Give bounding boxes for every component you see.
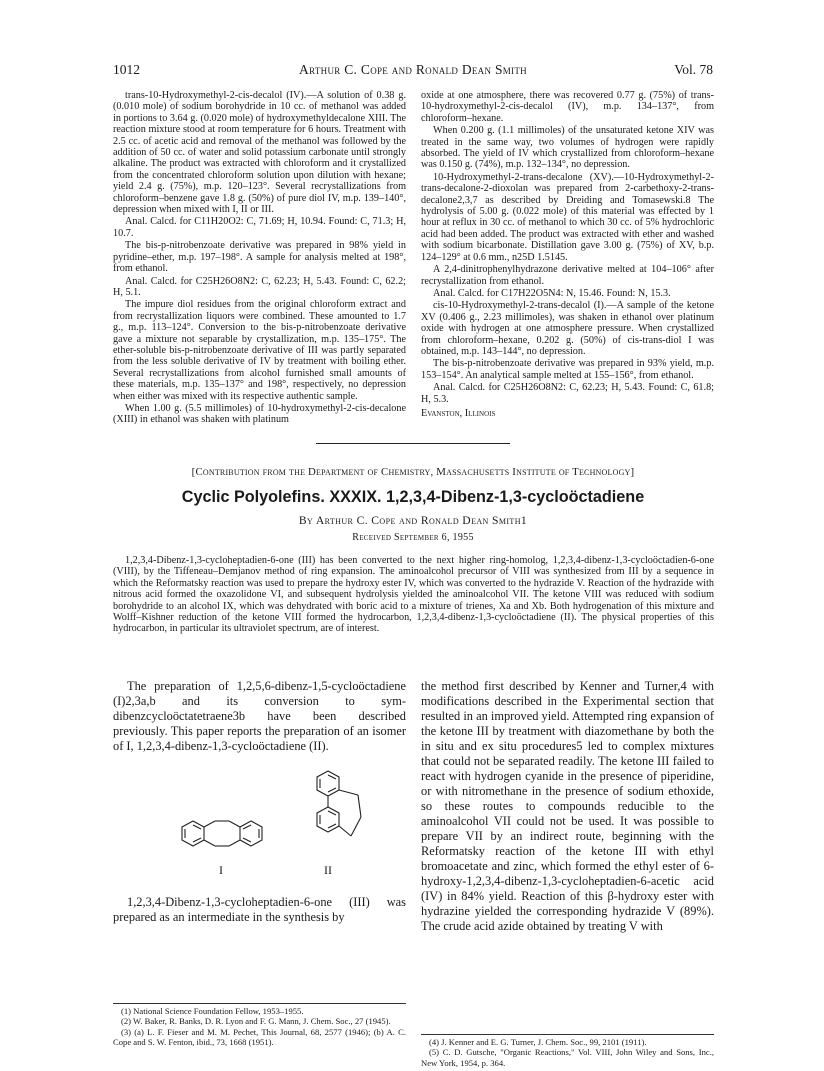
footnote: (5) C. D. Gutsche, "Organic Reactions," Vol. VIII, John Wiley and Sons, Inc., New York, 1954, p. 364. [421,1047,714,1068]
author-line: By Arthur C. Cope and Ronald Dean Smith1 [298,514,528,527]
body-column-right [421,679,714,935]
experimental-column-left [113,90,406,427]
received-date: Received September 6, 1955 [352,532,474,543]
paragraph: trans-10-Hydroxymethyl-2-cis-decalol (IV).—A solution of 0.38 g. (0.010 mole) of sodium borohydride in 10 cc. of methanol was added in portions to 3.64 g. (0.020 mole) of hydroxymethyldecalone XIII. The reaction mixture stood at room temperature for 6 hours. Treatment with 2.5 cc. of acetic acid and removal of the methanol was followed by the addition of 50 cc. of water and solid potassium carbonate until strongly alkaline. The product was extracted with chloroform and it crystallized from the concentrated chloroform solution upon dilution with hexane; yield 2.4 g. (75%), m.p. 120–123°. Several recrystallizations from chloroform–benzene gave 1.8 g. (50%) of pure diol IV, m.p. 139–140°, depression when mixed with I, II or III. [113,90,406,216]
abstract: 1,2,3,4-Dibenz-1,3-cycloheptadien-6-one (III) has been converted to the next higher ring-homolog, 1,2,3,4-dibenz-1,3-cycloöctadien-6-one (VIII), by the Tiffeneau–Demjanov method of ring expansion. The aminoalcohol precursor of VIII was synthesized from III by a sequence in which the Reformatsky reaction was used to prepare the hydroxy ester IV, which was converted to the hydrazide V. Reaction of the hydrazide with nitrous acid formed the oxazolidone VI, and subsequent hydrolysis yielded the aminoalcohol VII. The ketone VIII was reduced with sodium borohydride to an alcohol IX, which was dehydrated with boric acid to a mixture of trienes, Xa and Xb. Both hydrogenation of this mixture and Wolff–Kishner reduction of the ketone VIII formed the hydrocarbon, 1,2,3,4-dibenz-1,3-cycloöctadiene (II). The physical properties of this hydrocarbon, in particular its ultraviolet spectrum, are of interest. [113,555,714,635]
footnotes-right [421,1034,714,1068]
footnote: (4) J. Kenner and E. G. Turner, J. Chem. Soc., 99, 2101 (1911). [429,1037,647,1047]
paragraph: When 0.200 g. (1.1 millimoles) of the unsaturated ketone XIV was treated in the same way, two volumes of hydrogen were rapidly absorbed. The yield of IV which crystallized from chloroform–hexane was 0.150 g. (74%), m.p. 132–134°, no depression. [421,125,714,171]
analysis-line: Anal. Calcd. for C17H22O5N4: N, 15.46. Found: N, 15.3. [433,287,671,299]
paragraph: 1,2,3,4-Dibenz-1,3-cycloheptadien-6-one (III) was prepared as an intermediate in the synthesis by [113,895,406,924]
footnote: (3) (a) L. F. Fieser and M. M. Pechet, This Journal, 68, 2577 (1946); (b) A. C. Cope and S. W. Fenton, ibid., 73, 1668 (1951). [113,1026,406,1048]
paragraph: The bis-p-nitrobenzoate derivative was prepared in 93% yield, m.p. 153–154°. An analytical sample melted at 155–156°, from ethanol. [421,358,714,381]
paragraph: oxide at one atmosphere, there was recovered 0.77 g. (75%) of trans-10-hydroxymethyl-2-cis-decalol (IV), m.p. 134–137°, from chloroform–hexane. [421,90,714,124]
experimental-column-right [421,90,714,420]
structure-label-i: I [219,863,223,877]
structure-drawing [113,755,406,885]
location-line: Evanston, Illinois [421,407,496,419]
paragraph: When 1.00 g. (5.5 millimoles) of 10-hydroxymethyl-2-cis-decalone (XIII) in ethanol was shaken with platinum [113,402,406,426]
paragraph: The bis-p-nitrobenzoate derivative was prepared in 98% yield in pyridine–ether, m.p. 197–198°. A sample for analysis melted at 198°, from ethanol. [113,240,406,275]
intro-paragraph: The preparation of 1,2,5,6-dibenz-1,5-cycloöctadiene (I)2,3a,b and its conversion to sym-dibenzcycloöctatetraene3b have been described previously. This paper reports the preparation of an isomer of I, 1,2,3,4-dibenz-1,3-cycloöctadiene (II). [113,679,406,753]
bridge-top-left [204,821,215,827]
analysis-line: Anal. Calcd. for C11H20O2: C, 71.69; H, 10.94. Found: C, 71.3; H, 10.7. [113,216,406,239]
structure-figure [113,755,406,885]
running-title: Arthur C. Cope and Ronald Dean Smith [299,62,527,77]
footnote: (1) National Science Foundation Fellow, 1953–1955. [121,1006,304,1016]
paragraph: cis-10-Hydroxymethyl-2-trans-decalol (I).—A sample of the ketone XV (0.406 g., 2.23 millimoles), was shaken in ethanol over platinum oxide with hydrogen at one atmosphere pressure. When crystallized from chloroform–hexane, 0.202 g. (50%) of cis-trans-diol I was obtained, m.p. 143–144°, no depression. [421,300,714,357]
body-column-left [113,679,406,755]
footnotes-left [113,1003,406,1048]
paragraph: 10-Hydroxymethyl-2-trans-decalone (XV).—10-Hydroxymethyl-2-trans-decalone-2-dioxolan was prepared from 2-carbethoxy-2-trans-decalone2,3,7 as described by Dreiding and Tomasewski.8 The hydrolysis of 5.00 g. (0.022 mole) of this material was effected by 1 hour at reflux in 30 cc. of methanol to which 30 cc. of 5% hydrochloric acid had been added. The product was extracted with ether and washed with sodium bicarbonate. Distillation gave 3.00 g. (75%) of XV, b.p. 124–129° at 0.6 mm., n25D 1.5145. [421,171,714,263]
section-divider [316,443,510,444]
analysis-line: Anal. Calcd. for C25H26O8N2: C, 62.23; H, 5.43. Found: C, 62.2; H, 5.1. [113,275,406,298]
page-number: 1012 [113,62,140,77]
paragraph: the method first described by Kenner and Turner,4 with modifications described in the Experimental section that resulted in an improved yield. Attempted ring expansion of the ketone III by treatment with diazomethane by both the in situ and ex situ procedures5 led to complex mixtures that could not be separated readily. The ketone III failed to react with hydrogen cyanide in the presence of piperidine, or with nitromethane in the presence of sodium ethoxide, so these routes to compounds reducible to the aminoalcohol VII could not be used. It was possible to prepare VII by an indirect route, beginning with the Reformatsky reaction of the ketone III with ethyl bromoacetate and zinc, which formed the ethyl ester of 6-hydroxy-1,2,3,4-dibenz-1,3-cycloheptadien-6-acetic acid (IV) in 84% yield. Reaction of this β-hydroxy ester with hydrazine yielded the corresponding hydrazide V (89%). The crude acid azide obtained by treating V with [421,679,714,933]
paragraph: The impure diol residues from the original chloroform extract and from recrystallization liquors were combined. These amounted to 1.7 g., m.p. 113–124°. Conversion to the bis-p-nitrobenzoate derivative gave a mixture not separable by crystallization, m.p. 135–175°. The ether-soluble bis-p-nitrobenzoate derivative of III was partly separated from the less soluble derivative of IV by treatment with boiling ether. Several recrystallizations from alcohol furnished small amounts of these materials, m.p. 135–137° and 198°, respectively, no depression when either was mixed with its respective authentic sample. [113,299,406,402]
footnote: (2) W. Baker, R. Banks, D. R. Lyon and F. G. Mann, J. Chem. Soc., 27 (1945). [121,1016,391,1027]
contribution-line: [Contribution from the Department of Chemistry, Massachusetts Institute of Technology] [191,466,635,478]
article-title: Cyclic Polyolefins. XXXIX. 1,2,3,4-Dibenz-1,3-cycloöctadiene [181,488,645,506]
body-column-left-lower [113,895,406,926]
paragraph: A 2,4-dinitrophenylhydrazone derivative melted at 104–106° after recrystallization from ethanol. [421,264,714,287]
running-header [113,62,713,80]
volume-label: Vol. 78 [674,62,713,77]
structure-label-ii: II [324,863,332,877]
analysis-line: Anal. Calcd. for C25H26O8N2: C, 62.23; H, 5.43. Found: C, 61.8; H, 5.3. [421,382,714,405]
